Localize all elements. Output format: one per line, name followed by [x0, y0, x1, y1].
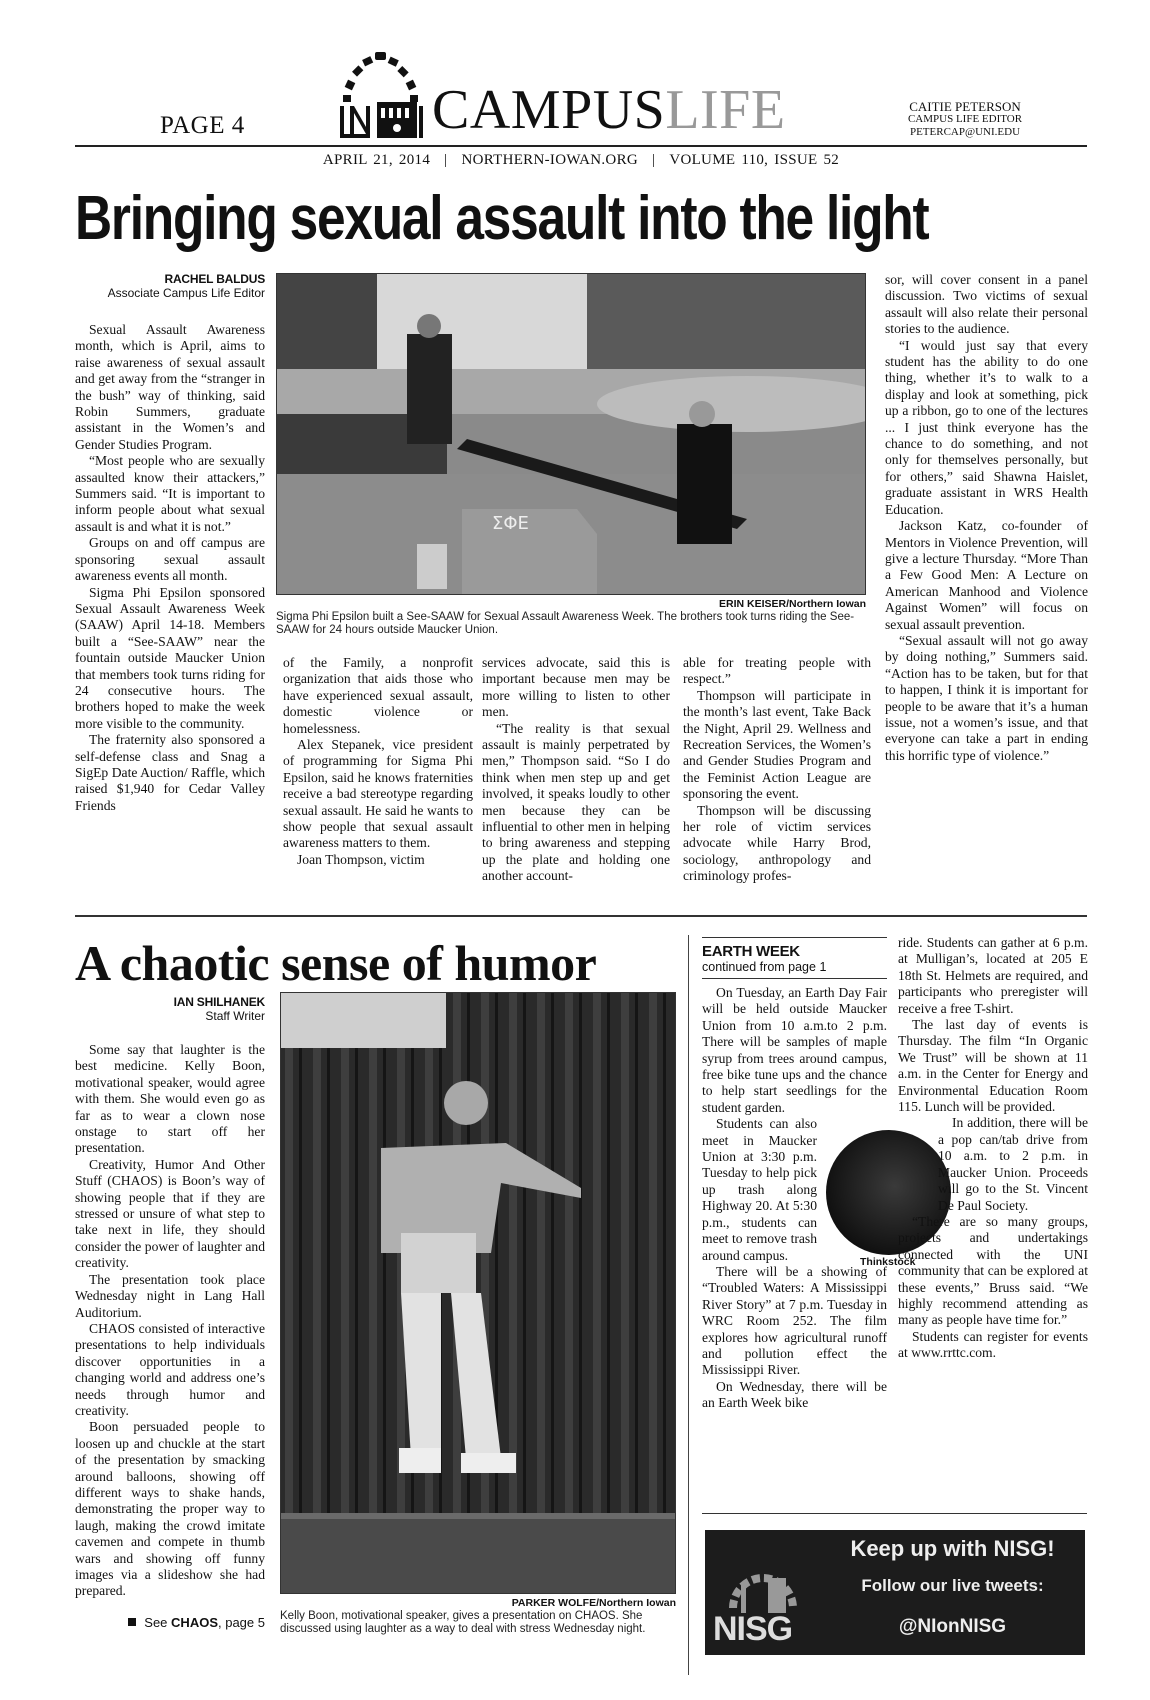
story1-column-5 — [885, 272, 1088, 764]
paragraph: Students can also meet in Maucker Union at 3:30 p.m. Tuesday to help pick up trash along Highway 20. At 5:30 p.m., students can meet to remove trash around campus. — [702, 1116, 817, 1263]
editor-contact — [880, 100, 1050, 139]
paragraph: On Tuesday, an Earth Day Fair will be held outside Maucker Union from 10 a.m.to 2 p.m. There will be samples of maple syrup from trees around campus, free bike tune ups and the chance to help start seedlings for the student garden. — [702, 985, 887, 1115]
section-title-campus: CAMPUS — [432, 79, 666, 141]
paragraph: services advocate, said this is important because men may be more willing to listen to other men. — [482, 655, 670, 720]
twitter-handle[interactable]: @NIonNISG — [898, 1616, 1007, 1637]
website-link[interactable]: NORTHERN-IOWAN.ORG — [461, 152, 639, 168]
volume-issue: VOLUME 110, ISSUE 52 — [669, 152, 840, 168]
paragraph: The last day of events is Thursday. The film “In Organic We Trust” will be shown at 11 a.m. in the Center for Energy and Environmental Education Room 115. Lunch will be provided. — [898, 1017, 1088, 1115]
ad-line-1: Keep up with NISG! — [850, 1536, 1055, 1561]
earth-column-1 — [702, 985, 887, 1412]
photo-credit: PARKER WOLFE/Northern Iowan — [511, 1597, 676, 1609]
section-divider — [75, 915, 1087, 917]
seesaw-photo — [276, 273, 866, 595]
nisg-logo-text: NISG — [713, 1610, 793, 1648]
paragraph: Sexual Assault Awareness month, which is April, aims to raise awareness of sexual assault and get away from the “stranger in the bush” way of thinking, said Robin Summers, graduate assistant in the Women’s and Gender Studies Program. — [75, 322, 265, 452]
paragraph: Groups on and off campus are sponsoring sexual assault awareness events all month. — [75, 535, 265, 584]
section-title — [432, 80, 786, 140]
nisg-ad[interactable] — [705, 1530, 1085, 1655]
paragraph: In addition, there will be a pop can/tab drive from 10 a.m. to 2 p.m. in Maucker Union. Proceeds will go to the St. Vincent De Paul Society. — [938, 1115, 1088, 1213]
paragraph: “There are so many groups, projects and undertakings connected with the UNI community that can be explored at these events,” Bruss said. “We highly recommend attending as many as people have time for.” — [898, 1213, 1088, 1328]
paragraph: There will be a showing of “Troubled Waters: A Mississippi River Story” at 7 p.m. Tuesday in WRC Room 252. The film explores how agricultural runoff and pollution effect the Mississippi River. — [702, 1263, 887, 1378]
kicker-rule — [702, 978, 887, 979]
dateline-separator: | — [444, 152, 448, 168]
paragraph: Students can register for events at www.rrttc.com. — [898, 1328, 1088, 1361]
uni-logo — [337, 50, 424, 140]
kicker-title: EARTH WEEK — [702, 943, 800, 960]
paragraph: Thompson will be discussing her role of victim services advocate while Harry Brod, sociology, anthropology and criminology profes- — [683, 802, 871, 884]
jump-suffix: , page 5 — [218, 1615, 265, 1630]
paragraph: The fraternity also sponsored a self-defense class and Snag a SigEp Date Auction/ Raffle, which raised $1,940 for Cedar Valley Friends — [75, 732, 265, 813]
paragraph: Jackson Katz, co-founder of Mentors in Violence Prevention, will give a lecture Thursday. “More Than a Few Good Men: A Lecture on American Manhood and Violence Against Women” will focus on sexual assault prevention. — [885, 518, 1088, 632]
story1-byline — [75, 272, 265, 300]
paragraph: able for treating people with respect.” — [683, 655, 871, 687]
speaker-photo — [280, 992, 676, 1594]
paragraph: On Wednesday, there will be an Earth Week bike — [702, 1378, 887, 1411]
kicker-rule — [702, 937, 887, 938]
photo-caption: Kelly Boon, motivational speaker, gives a presentation on CHAOS. She discussed using laughter as a way to deal with stress Wednesday night. — [280, 1610, 646, 1635]
story1-headline: Bringing sexual assault into the light — [75, 184, 929, 253]
story1-column-3 — [482, 655, 670, 885]
story2-byline — [75, 995, 265, 1023]
story1-column-4 — [683, 655, 871, 885]
byline-name: IAN SHILHANEK — [173, 995, 265, 1009]
ad-divider — [702, 1513, 1087, 1514]
photo-caption: Sigma Phi Epsilon built a See-SAAW for Sexual Assault Awareness Week. The brothers took turns riding the See-SAAW for 24 hours outside Maucker Union. — [276, 611, 855, 636]
story1-column-2 — [283, 655, 473, 868]
jump-link[interactable] — [75, 1615, 265, 1630]
paragraph: Joan Thompson, victim — [297, 851, 425, 867]
jump-key: CHAOS — [171, 1615, 218, 1630]
arch-logo-icon — [337, 50, 424, 140]
byline-role: Staff Writer — [205, 1009, 265, 1023]
earth-week-kicker — [702, 943, 887, 974]
story2-column-1 — [75, 1042, 265, 1600]
paragraph: Sigma Phi Epsilon sponsored Sexual Assault Awareness Week (SAAW) April 14-18. Members built a “See-SAAW” near the fountain outside Maucker Union that members took turns riding for 24 consecutive hours. The brothers hoped to make the week more visible to the community. — [75, 584, 265, 731]
editor-email[interactable]: PETERCAP@UNI.EDU — [909, 126, 1021, 138]
nisg-arch-icon — [713, 1538, 813, 1618]
issue-date: APRIL 21, 2014 — [322, 152, 431, 168]
masthead-rule — [75, 145, 1087, 147]
paragraph: “I would just say that every student has the ability to do one thing, whether it’s to walk to a display and look at something, pick up a ribbon, go to one of the lectures ... I just think everyone has the chance to do something, and not only for themselves personally, but for others,” said Shawna Haislet, graduate assistant in WRS Health Education. — [885, 337, 1088, 517]
paragraph: “Sexual assault will not go away by doing nothing,” Summers said. “Action has to be taken, but for that to happen, I think it is important for people to be aware that it’s a human issue, not a women’s issue, and that everyone can take a part in ending this horrific type of violence.” — [885, 632, 1088, 763]
paragraph: ride. Students can gather at 6 p.m. at Mulligan’s, located at 205 E 18th St. Helmets are required, and participants who preregister will receive a free T-shirt. — [898, 935, 1088, 1016]
paragraph: sor, will cover consent in a panel discussion. Two victims of sexual assault will also relate their personal stories to the audience. — [885, 272, 1088, 337]
byline-name: RACHEL BALDUS — [164, 272, 265, 286]
paragraph: Some say that laughter is the best medicine. Kelly Boon, motivational speaker, would agree with them. She would even go as far as to wear a clown nose onstage to start off her presentation. — [75, 1042, 265, 1156]
editor-name: CAITIE PETERSON — [909, 99, 1021, 114]
section-title-life: LIFE — [665, 79, 786, 141]
paragraph: “The reality is that sexual assault is mainly perpetrated by men,” Thompson said. “So I do think when men step up and get involved, it speaks loudly to other men because they can be influential to other men in helping to bring awareness and stepping up the plate and holding one another account- — [482, 720, 670, 884]
jump-prefix: See — [144, 1615, 168, 1630]
paragraph: Creativity, Humor And Other Stuff (CHAOS) is Boon’s way of showing people that if they are stressed or unsure of what step to take next in life, they should consider the power of laughter and creativity. — [75, 1156, 265, 1271]
kicker-subtitle: continued from page 1 — [702, 960, 827, 974]
paragraph: CHAOS consisted of interactive presentations to help individuals discover opportunities in a changing world and address one’s needs through humor and creativity. — [75, 1320, 265, 1418]
column-divider — [688, 935, 689, 1675]
page-number: PAGE 4 — [160, 112, 245, 139]
story1-column-1 — [75, 322, 265, 814]
byline-role: Associate Campus Life Editor — [107, 286, 265, 300]
dateline-separator: | — [652, 152, 656, 168]
dateline — [75, 152, 1087, 169]
globe-credit: Thinkstock — [860, 1256, 916, 1268]
earth-column-2 — [898, 935, 1088, 1362]
photo-credit: ERIN KEISER/Northern Iowan — [718, 598, 866, 610]
ad-line-2: Follow our live tweets: — [861, 1576, 1044, 1595]
story2-headline: A chaotic sense of humor — [75, 935, 597, 991]
paragraph: of the Family, a nonprofit organization that aids those who have experienced sexual assault, domestic violence or homelessness. — [283, 655, 473, 736]
paragraph: “Most people who are sexually assaulted know their attackers,” Summers said. “It is important to inform people about what sexual assault is and what it is not.” — [75, 453, 265, 534]
square-bullet-icon — [128, 1618, 136, 1626]
paragraph: Thompson will participate in the month’s last event, Take Back the Night, April 29. Wellness and Recreation Services, the Women’s and Gender Studies Program and the Feminist Action League are sponsoring the event. — [683, 687, 871, 802]
paragraph: Boon persuaded people to loosen up and chuckle at the start of the presentation by smacking around balloons, showing off different ways to shake hands, demonstrating the proper way to laugh, making the crowd imitate cavemen and compete in thumb wars and showing off funny images via a slideshow she had prepared. — [75, 1419, 265, 1599]
nisg-logo — [713, 1538, 813, 1648]
editor-role: CAMPUS LIFE EDITOR — [907, 113, 1023, 125]
paragraph: The presentation took place Wednesday night in Lang Hall Auditorium. — [75, 1271, 265, 1320]
photo-sign-letters: ΣΦΕ — [492, 513, 529, 534]
paragraph: Alex Stepanek, vice president of programming for Sigma Phi Epsilon, said he knows fraternities receive a bad stereotype regarding sexual assault. He said he wants to show people that sexual assault awareness matters to them. — [283, 737, 473, 851]
